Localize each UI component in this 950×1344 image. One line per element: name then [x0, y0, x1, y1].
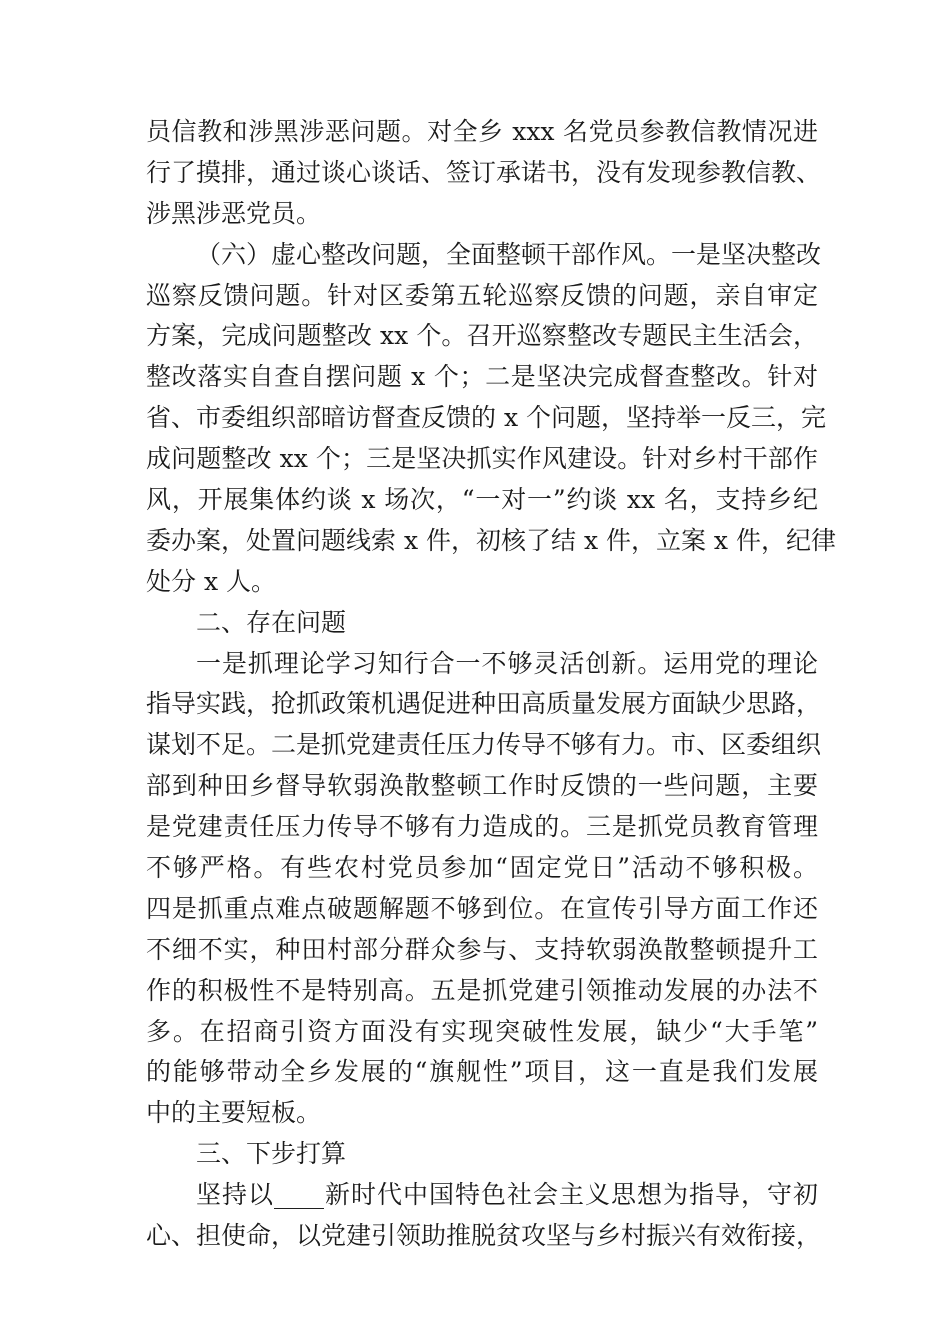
text-line: 成问题整改 xx 个；三是坚决抓实作风建设。针对乡村干部作 — [146, 444, 818, 474]
text-line: 坚持以____新时代中国特色社会主义思想为指导，守初 — [196, 1180, 818, 1210]
text-line: 处分 x 人。 — [146, 566, 276, 596]
text-line: 员信教和涉黑涉恶问题。对全乡 xxx 名党员参教信教情况进 — [146, 117, 818, 146]
text-line: 不够严格。有些农村党员参加“固定党日”活动不够积极。 — [146, 853, 818, 883]
text-line: 方案，完成问题整改 xx 个。召开巡察整改专题民主生活会， — [146, 321, 818, 351]
text-line: 的能够带动全乡发展的“旗舰性”项目，这一直是我们发展 — [146, 1057, 818, 1087]
text-line: 整改落实自查自摆问题 x 个；二是坚决完成督查整改。针对 — [146, 362, 818, 392]
text-line: 多。在招商引资方面没有实现突破性发展，缺少“大手笔” — [146, 1016, 818, 1046]
text-line: 部到种田乡督导软弱涣散整顿工作时反馈的一些问题，主要 — [146, 771, 818, 801]
text-line: 指导实践，抢抓政策机遇促进种田高质量发展方面缺少思路， — [146, 689, 822, 719]
text-line: 涉黑涉恶党员。 — [146, 198, 322, 228]
text-line: 巡察反馈问题。针对区委第五轮巡察反馈的问题，亲自审定 — [146, 280, 818, 310]
text-line: 不细不实，种田村部分群众参与、支持软弱涣散整顿提升工 — [146, 934, 818, 964]
text-line: （六）虚心整改问题，全面整顿干部作风。一是坚决整改 — [196, 239, 822, 269]
text-line: 二、存在问题 — [196, 607, 347, 637]
text-line: 是党建责任压力传导不够有力造成的。三是抓党员教育管理 — [146, 812, 818, 842]
text-line: 谋划不足。二是抓党建责任压力传导不够有力。市、区委组织 — [146, 730, 822, 760]
text-line: 四是抓重点难点破题解题不够到位。在宣传引导方面工作还 — [146, 893, 818, 923]
text-line: 委办案，处置问题线索 x 件，初核了结 x 件，立案 x 件，纪律 — [146, 525, 836, 555]
text-line: 风，开展集体约谈 x 场次，“一对一”约谈 xx 名，支持乡纪 — [146, 485, 818, 515]
text-line: 省、市委组织部暗访督查反馈的 x 个问题，坚持举一反三，完 — [146, 403, 826, 433]
document-body — [146, 112, 836, 1257]
text-line: 三、下步打算 — [196, 1139, 347, 1169]
text-line: 一是抓理论学习知行合一不够灵活创新。运用党的理论 — [196, 648, 818, 678]
text-line: 中的主要短板。 — [146, 1098, 322, 1128]
text-line: 作的积极性不是特别高。五是抓党建引领推动发展的办法不 — [146, 975, 818, 1005]
text-line: 行了摸排，通过谈心谈话、签订承诺书，没有发现参教信教、 — [146, 157, 822, 187]
text-line: 心、担使命，以党建引领助推脱贫攻坚与乡村振兴有效衔接， — [146, 1221, 822, 1251]
